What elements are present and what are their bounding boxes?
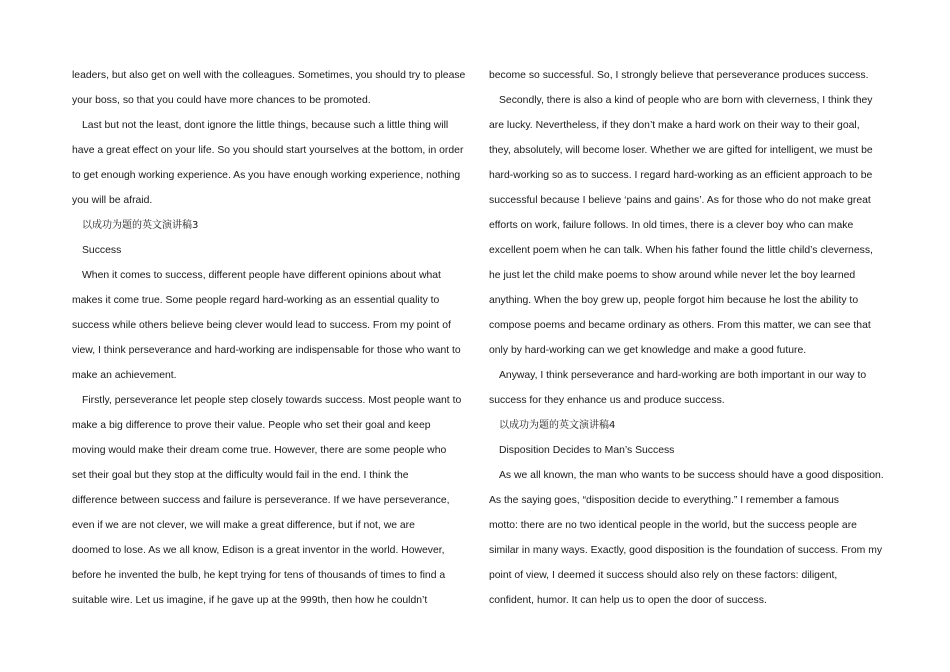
- text-line: have a great effect on your life. So you should start yourselves at the bottom, in order: [72, 145, 464, 156]
- text-line: only by hard-working can we get knowledge and make a good future.: [489, 345, 807, 356]
- text-line: motto: there are no two identical people in the world, but the success people are: [489, 520, 857, 531]
- text-line: to get enough working experience. As you have enough working experience, nothing: [72, 170, 461, 181]
- text-line: difference between success and failure is perseverance. If we have perseverance,: [72, 495, 450, 506]
- section-heading: 以成功为题的英文演讲稿4: [499, 420, 616, 431]
- text-line: even if we are not clever, we will make a great difference, but if not, we are: [72, 520, 415, 531]
- text-line: he just let the child make poems to show around while never let the boy learned: [489, 270, 856, 281]
- text-line: set their goal but they stop at the difficulty would fail in the end. I think the: [72, 470, 409, 481]
- text-line: Firstly, perseverance let people step closely towards success. Most people want to: [82, 395, 462, 406]
- text-line: they, absolutely, will become loser. Whether we are gifted for intelligent, we must be: [489, 145, 873, 156]
- text-line: you will be afraid.: [72, 195, 153, 206]
- text-line: make a big difference to prove their value. People who set their goal and keep: [72, 420, 431, 431]
- text-line: moving would make their dream come true. However, there are some people who: [72, 445, 447, 456]
- text-line: before he invented the bulb, he kept trying for tens of thousands of times to find a: [72, 570, 446, 581]
- text-line: successful because I believe ‘pains and gains’. As for those who do not make great: [489, 195, 871, 206]
- text-line: Success: [82, 245, 122, 256]
- left-text-column: [72, 63, 464, 613]
- text-line: As the saying goes, “disposition decide to everything.” I remember a famous: [489, 495, 839, 506]
- text-line: suitable wire. Let us imagine, if he gave up at the 999th, then how he couldn’t: [72, 595, 428, 606]
- text-line: success for they enhance us and produce success.: [489, 395, 725, 406]
- text-line: As we all known, the man who wants to be success should have a good disposition.: [499, 470, 884, 481]
- text-line: efforts on work, failure follows. In old times, there is a clever boy who can make: [489, 220, 854, 231]
- text-line: are lucky. Nevertheless, if they don’t make a hard work on their way to their goal,: [489, 120, 860, 131]
- text-line: hard-working so as to success. I regard hard-working as an efficient approach to be: [489, 170, 873, 181]
- text-line: similar in many ways. Exactly, good disposition is the foundation of success. From my: [489, 545, 883, 556]
- text-line: view, I think perseverance and hard-working are indispensable for those who want to: [72, 345, 461, 356]
- text-line: success while others believe being clever would lead to success. From my point of: [72, 320, 451, 331]
- text-line: Disposition Decides to Man’s Success: [499, 445, 675, 456]
- text-line: become so successful. So, I strongly believe that perseverance produces success.: [489, 70, 869, 81]
- right-text-column: [489, 63, 884, 613]
- text-line: Secondly, there is also a kind of people who are born with cleverness, I think they: [499, 95, 873, 106]
- text-line: leaders, but also get on well with the colleagues. Sometimes, you should try to please: [72, 70, 466, 81]
- text-line: your boss, so that you could have more chances to be promoted.: [72, 95, 371, 106]
- text-line: compose poems and became ordinary as others. From this matter, we can see that: [489, 320, 871, 331]
- text-line: When it comes to success, different people have different opinions about what: [82, 270, 441, 281]
- section-heading: 以成功为题的英文演讲稿3: [82, 220, 199, 231]
- text-line: make an achievement.: [72, 370, 177, 381]
- text-line: makes it come true. Some people regard hard-working as an essential quality to: [72, 295, 440, 306]
- text-line: anything. When the boy grew up, people forgot him because he lost the ability to: [489, 295, 859, 306]
- text-line: point of view, I deemed it success should also rely on these factors: diligent,: [489, 570, 838, 581]
- text-line: excellent poem when he can talk. When his father found the little child’s cleverness,: [489, 245, 873, 256]
- text-line: Anyway, I think perseverance and hard-working are both important in our way to: [499, 370, 867, 381]
- text-line: Last but not the least, dont ignore the little things, because such a little thing will: [82, 120, 449, 131]
- text-line: doomed to lose. As we all know, Edison is a great inventor in the world. However,: [72, 545, 445, 556]
- text-line: confident, humor. It can help us to open the door of success.: [489, 595, 767, 606]
